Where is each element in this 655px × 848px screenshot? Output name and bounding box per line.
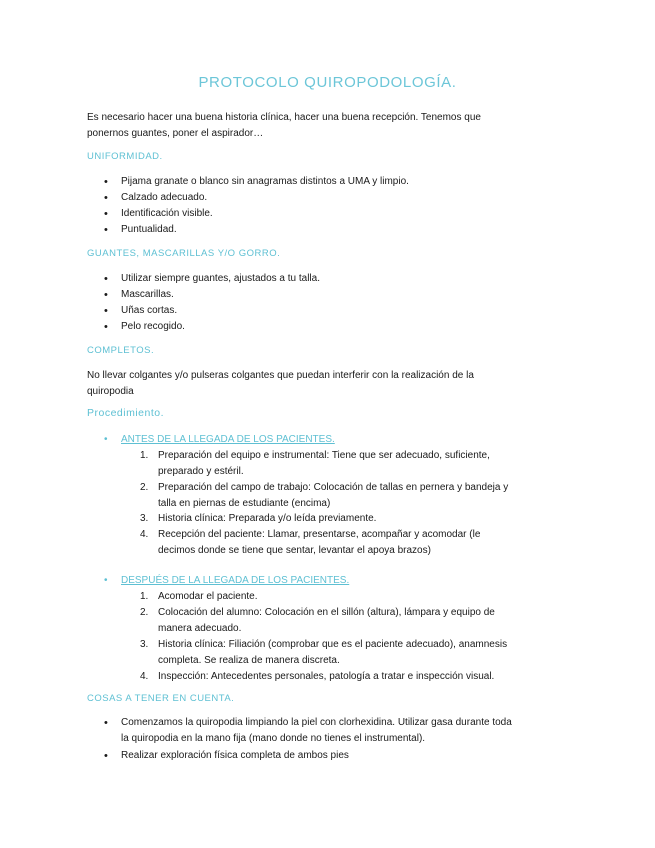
document-page: PROTOCOLO QUIROPODOLOGÍA. Es necesario hacer una buena historia clínica, hacer una buena recepción. Tenemos que ponernos guantes, poner el aspirador… UNIFORMIDAD. • Pijama granate o blanco sin anagramas distintos a UMA y limpio. • Calzado adecuado. • Identificación visible. • Puntualidad. GUANTES, MASCARILLAS Y/O GORRO. • Utilizar siempre guantes, ajustados a tu talla. • Mascarillas. • Uñas cortas. • Pelo recogido. COMPLETOS. No llevar colgantes y/o pulseras colgantes que puedan interferir con la realización de la quiropodia Procedimiento. • ANTES DE LA LLEGADA DE LOS PACIENTES. 1. Preparación del equipo e instrumental: Tiene que ser adecuado, suficiente, preparado y estéril. 2. Preparación del campo de trabajo: Colocación de tallas en pernera y bandeja y talla en piernas de estudiante (encima) 3. Historia clínica: Preparada y/o leída previamente. 4. Recepción del paciente: Llamar, presentarse, acompañar y acomodar (le decimos donde se tiene que sentar, levantar el apoya brazos) • DESPUÉS DE LA LLEGADA DE LOS PACIENTES. 1. Acomodar el paciente. 2. Colocación del alumno: Colocación en el sillón (altura), lámpara y equipo de manera adecuado. 3. Historia clínica: Filiación (comprobar que es el paciente adecuado), anamnesis completa. Se realiza de manera discreta. 4. Inspección: Antecedentes personales, patología a tratar e inspección visual. COSAS A TENER EN CUENTA. • Comenzamos la quiropodia limpiando la piel con clorhexidina. Utilizar gasa durante toda la quiropodia en la mano fija (mano donde no tienes el instrumental). • Realizar exploración física completa de ambos pies xyxy=(0,0,655,848)
page-title: PROTOCOLO QUIROPODOLOGÍA. xyxy=(198,74,457,91)
heading-guantes: GUANTES, MASCARILLAS Y/O GORRO. xyxy=(87,248,281,259)
intro-paragraph: Es necesario hacer una buena historia clínica, hacer una buena recepción. Tenemos que ponernos guantes, poner el aspirador… xyxy=(87,112,481,139)
heading-procedimiento: Procedimiento. xyxy=(87,407,165,419)
heading-complementos: COMPLETOS. xyxy=(87,345,155,356)
heading-cosas: COSAS A TENER EN CUENTA. xyxy=(87,693,235,704)
complementos-paragraph: No llevar colgantes y/o pulseras colgantes que puedan interferir con la realización de la quiropodia xyxy=(87,370,474,397)
heading-uniformidad: UNIFORMIDAD. xyxy=(87,151,163,162)
